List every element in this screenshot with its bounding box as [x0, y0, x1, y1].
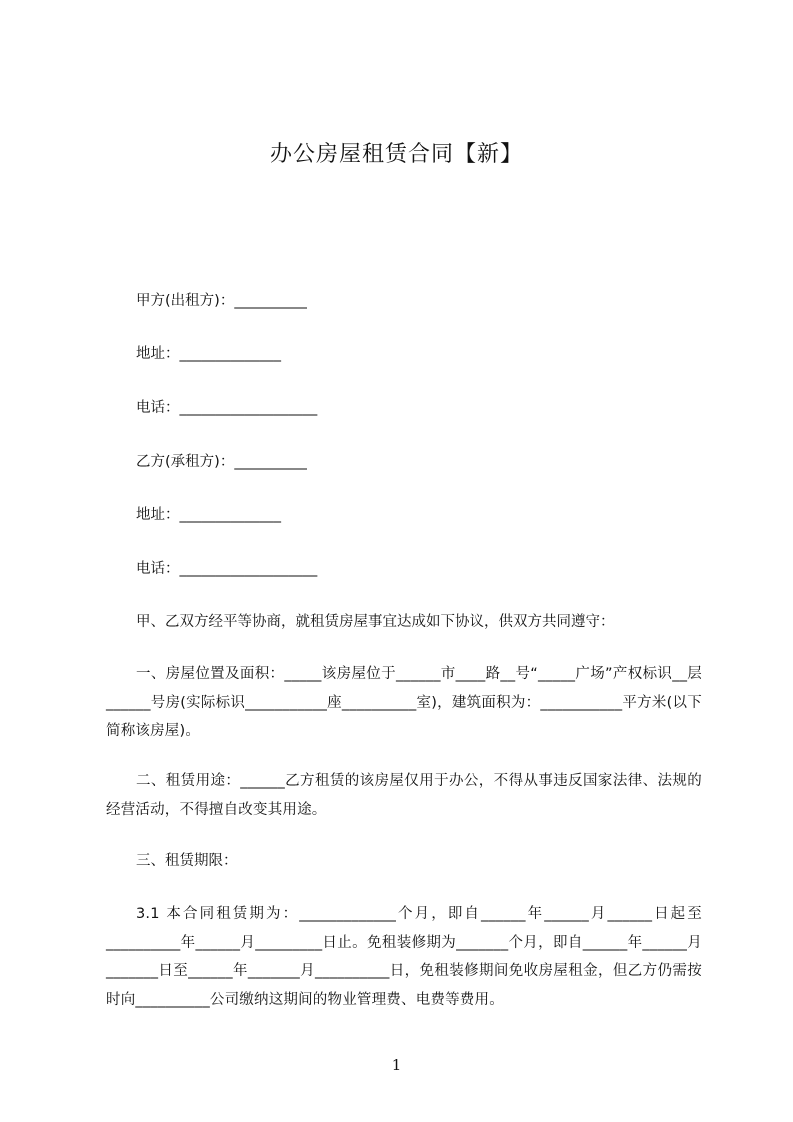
- party-a-address-line: 地址：______________: [136, 346, 281, 362]
- page-number: 1: [391, 1056, 402, 1074]
- section-3-heading: 三、租赁期限：: [136, 853, 238, 869]
- party-a-phone-line: 电话：___________________: [136, 400, 318, 416]
- section-2-paragraph: 二、租赁用途：______乙方租赁的该房屋仅用于办公，不得从事违反国家法律、法规的经营活动，不得擅自改变其用途。: [106, 773, 702, 818]
- party-b-phone-line: 电话：___________________: [136, 561, 318, 577]
- party-b-line: 乙方(承租方)：__________: [136, 454, 307, 470]
- party-b-address-line: 地址：______________: [136, 507, 281, 523]
- party-a-line: 甲方(出租方)：__________: [136, 293, 307, 309]
- section-1-paragraph: 一、房屋位置及面积：_____该房屋位于______市____路__号“_____广场”产权标识__层______号房(实际标识___________座__________室)，建筑面积为：___________平方米(以下简称该房屋)。: [106, 666, 702, 739]
- clause-3-1-paragraph: 3.1 本合同租赁期为：_____________个月，即自______年______月______日起至__________年______月_________日止。免租装修期为_______个月，即自______年______月_______日至______年_______月__________日，免租装修期间免收房屋租金，但乙方仍需按时向__________公司缴纳这期间的物业管理费、电费等费用。: [106, 906, 702, 1008]
- intro-paragraph: 甲、乙双方经平等协商，就租赁房屋事宜达成如下协议，供双方共同遵守：: [136, 614, 615, 630]
- document-title: 办公房屋租赁合同【新】: [269, 142, 523, 167]
